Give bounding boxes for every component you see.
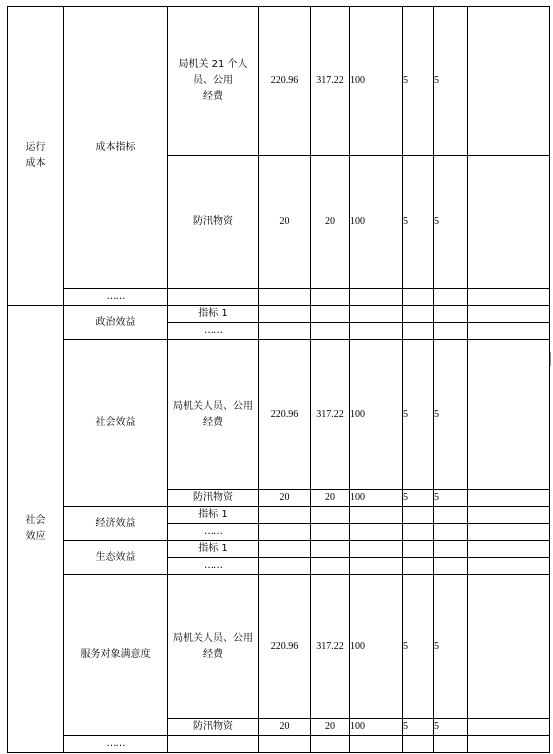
cell-empty — [468, 323, 550, 340]
cell-value: 220.96 — [259, 575, 311, 719]
cell-empty — [350, 541, 403, 558]
cell-empty — [259, 541, 311, 558]
cell-value: 5 — [403, 575, 434, 719]
cell-value: 317.22 — [311, 7, 350, 156]
cell-item: 指标 1 — [168, 507, 259, 524]
indicator-economic-benefit: 经济效益 — [64, 507, 168, 541]
table-row — [8, 306, 550, 323]
cell-empty — [259, 507, 311, 524]
cell-value: 20 — [259, 719, 311, 736]
cell-value: 5 — [403, 7, 434, 156]
cell-value: 220.96 — [259, 340, 311, 490]
cell-empty — [403, 323, 434, 340]
cell-value: 100 — [350, 340, 403, 490]
cell-item: 局机关人员、公用 经费 — [168, 340, 259, 490]
cell-empty — [468, 736, 550, 753]
cell-value: 5 — [434, 575, 468, 719]
cell-item: 指标 1 — [168, 541, 259, 558]
cell-item: 指标 1 — [168, 306, 259, 323]
dimension-running-cost: 运行 成本 — [8, 7, 64, 306]
cell-empty — [468, 156, 550, 289]
indicator-social-benefit: 社会效益 — [64, 340, 168, 507]
cell-empty — [311, 541, 350, 558]
cell-value: 100 — [350, 490, 403, 507]
cell-value: 5 — [434, 156, 468, 289]
cell-value: 220.96 — [259, 7, 311, 156]
cell-value: 5 — [434, 490, 468, 507]
cell-empty — [311, 736, 350, 753]
cell-empty — [259, 736, 311, 753]
cell-empty — [468, 719, 550, 736]
table-row — [8, 289, 550, 306]
performance-indicator-table — [7, 6, 550, 753]
cell-empty — [350, 736, 403, 753]
cell-item: 防汛物资 — [168, 490, 259, 507]
cell-empty — [434, 323, 468, 340]
cell-empty — [434, 524, 468, 541]
cell-value: 5 — [434, 7, 468, 156]
indicator-ecological-benefit: 生态效益 — [64, 541, 168, 575]
dimension-social-effect: 社会 效应 — [8, 306, 64, 753]
cell-empty — [350, 289, 403, 306]
cell-value: 317.22 — [311, 340, 350, 490]
cell-empty — [434, 736, 468, 753]
cell-empty — [350, 558, 403, 575]
cell-empty — [468, 507, 550, 524]
cell-value: 5 — [434, 719, 468, 736]
cell-empty — [311, 289, 350, 306]
cell-item: 局机关人员、公用 经费 — [168, 575, 259, 719]
cell-ellipsis: …… — [64, 736, 168, 753]
cell-empty — [403, 524, 434, 541]
cell-empty — [350, 323, 403, 340]
cell-empty — [311, 507, 350, 524]
cell-ellipsis: …… — [64, 289, 168, 306]
cell-empty — [403, 558, 434, 575]
cell-empty — [259, 323, 311, 340]
table-row — [8, 7, 550, 156]
cell-empty — [311, 558, 350, 575]
table-row — [8, 575, 550, 719]
cell-empty — [434, 558, 468, 575]
cell-empty — [259, 558, 311, 575]
table-row — [8, 736, 550, 753]
cell-value: 20 — [311, 156, 350, 289]
cell-empty — [311, 323, 350, 340]
cell-empty — [434, 289, 468, 306]
cell-empty — [434, 306, 468, 323]
cell-value: 100 — [350, 7, 403, 156]
cell-value: 20 — [311, 719, 350, 736]
cell-empty — [434, 507, 468, 524]
cell-value: 317.22 — [311, 575, 350, 719]
cell-value: 5 — [434, 340, 468, 490]
cell-empty — [468, 575, 550, 719]
cell-value: 5 — [403, 340, 434, 490]
cell-empty — [468, 306, 550, 323]
cell-empty — [311, 524, 350, 541]
cell-empty — [468, 340, 550, 490]
cell-empty — [350, 507, 403, 524]
cell-value: 100 — [350, 156, 403, 289]
cell-empty — [259, 306, 311, 323]
table-row — [8, 541, 550, 558]
cell-empty — [259, 289, 311, 306]
cell-ellipsis: …… — [168, 524, 259, 541]
cell-empty — [403, 541, 434, 558]
cell-empty — [403, 736, 434, 753]
cell-ellipsis: …… — [168, 323, 259, 340]
table-row — [8, 340, 550, 490]
cell-empty — [259, 524, 311, 541]
cell-empty — [311, 306, 350, 323]
cell-empty — [468, 490, 550, 507]
cell-empty — [468, 541, 550, 558]
cell-value: 20 — [311, 490, 350, 507]
cell-value: 100 — [350, 575, 403, 719]
cell-item: 防汛物资 — [168, 719, 259, 736]
cell-empty — [468, 289, 550, 306]
cell-empty — [168, 289, 259, 306]
cell-empty — [403, 289, 434, 306]
indicator-political-benefit: 政治效益 — [64, 306, 168, 340]
cell-item: 防汛物资 — [168, 156, 259, 289]
indicator-cost: 成本指标 — [64, 7, 168, 289]
cell-item: 局机关 21 个人员、公用 经费 — [168, 7, 259, 156]
cell-empty — [350, 306, 403, 323]
cell-value: 5 — [403, 490, 434, 507]
cell-empty — [168, 736, 259, 753]
cell-empty — [468, 524, 550, 541]
cell-ellipsis: …… — [168, 558, 259, 575]
cell-value: 100 — [350, 719, 403, 736]
cell-value: 20 — [259, 156, 311, 289]
cell-empty — [403, 306, 434, 323]
cell-value: 20 — [259, 490, 311, 507]
indicator-service-satisfaction: 服务对象满意度 — [64, 575, 168, 736]
cell-empty — [468, 558, 550, 575]
cell-empty — [468, 7, 550, 156]
cell-value: 5 — [403, 719, 434, 736]
table-row — [8, 507, 550, 524]
cell-empty — [434, 541, 468, 558]
cell-empty — [350, 524, 403, 541]
cell-empty — [403, 507, 434, 524]
cell-value: 5 — [403, 156, 434, 289]
